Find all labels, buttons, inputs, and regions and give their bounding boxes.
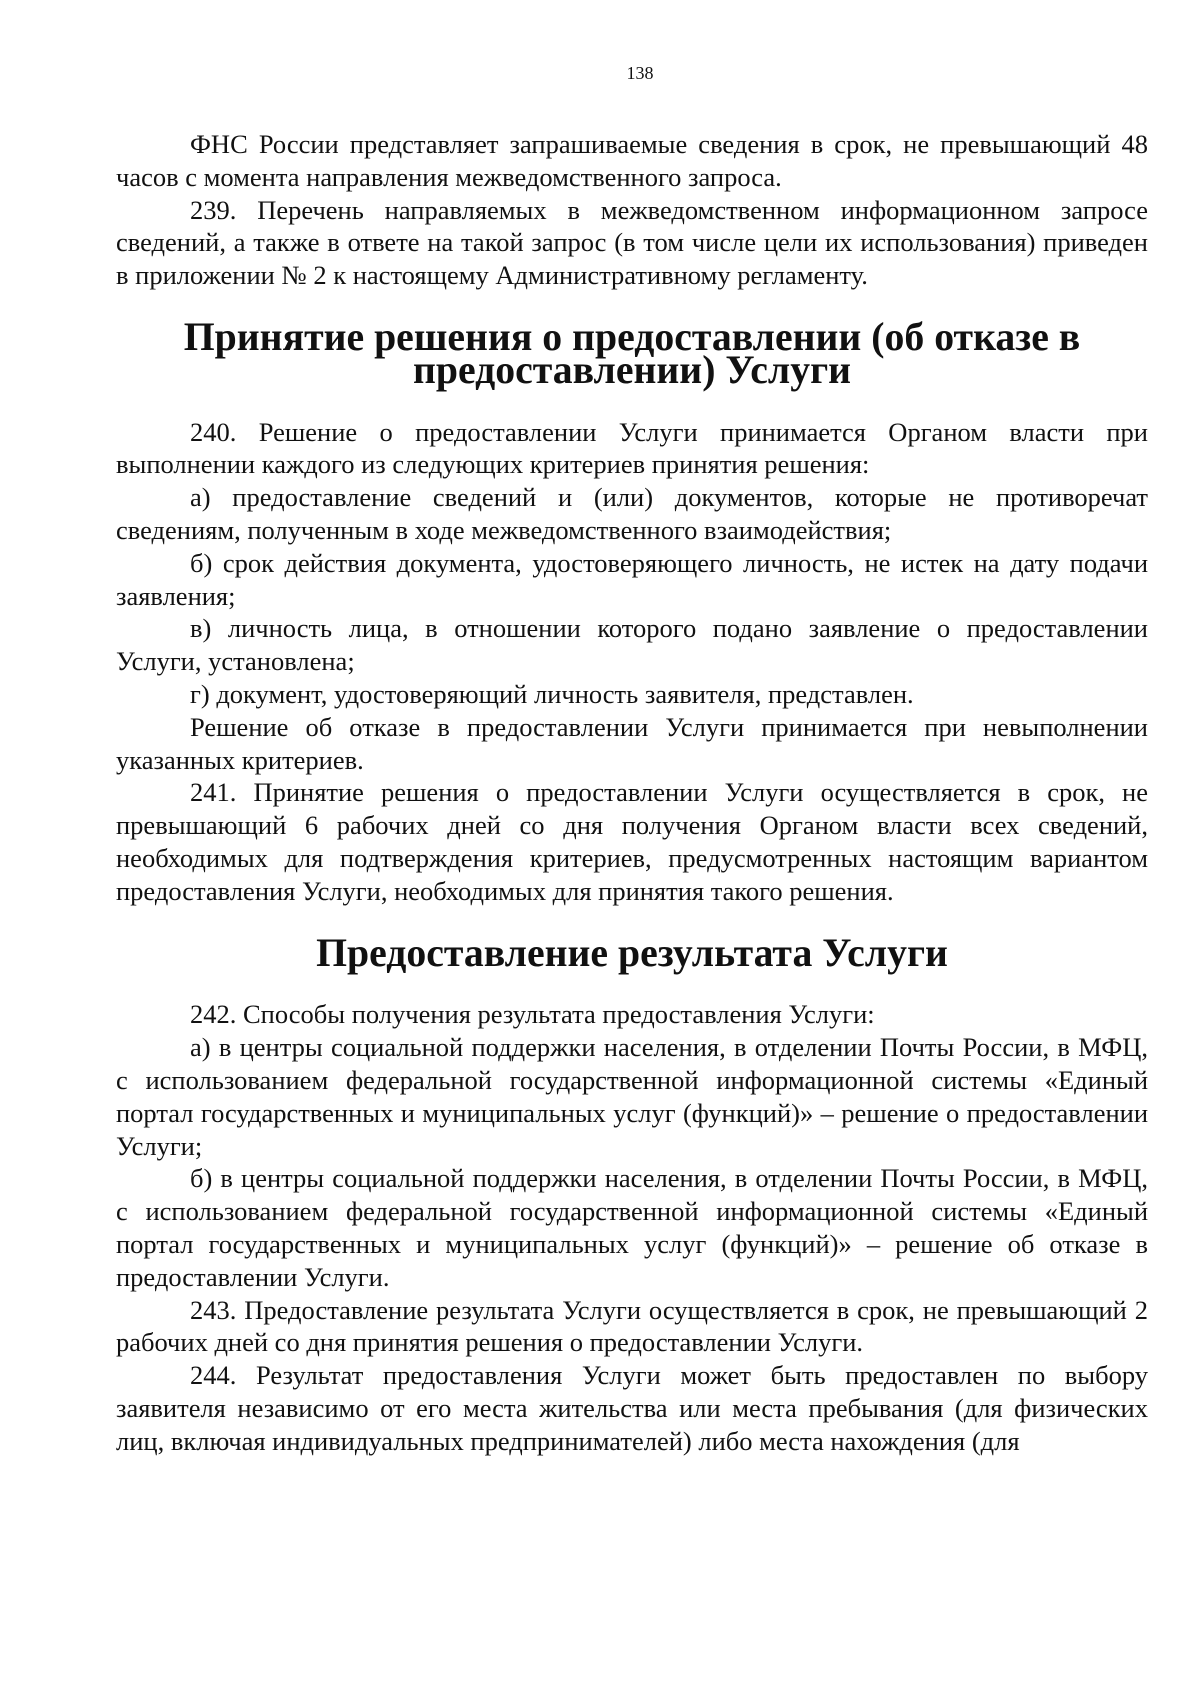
criterion-v: в) личность лица, в отношении которого подано заявление о предоставлении Услуги, установлена; bbox=[116, 613, 1148, 677]
paragraph-240: 240. Решение о предоставлении Услуги принимается Органом власти при выполнении каждого из следующих критериев принятия решения: bbox=[116, 416, 1148, 480]
document-page bbox=[116, 62, 1148, 1457]
paragraph-241: 241. Принятие решения о предоставлении Услуги осуществляется в срок, не превышающий 6 рабочих дней со дня получения Органом власти всех сведений, необходимых для подтверждения критериев, предусмотренных настоящим вариантом предоставления Услуги, необходимых для принятия такого решения. bbox=[116, 777, 1148, 906]
paragraph-fns-response-time: ФНС России представляет запрашиваемые сведения в срок, не превышающий 48 часов с момента направления межведомственного запроса. bbox=[116, 129, 1148, 192]
result-method-a: а) в центры социальной поддержки населения, в отделении Почты России, в МФЦ, с использованием федеральной государственной информационной системы «Единый портал государственных и муниципальных услуг (функций)» – решение о предоставлении Услуги; bbox=[116, 1032, 1148, 1161]
page-number: 138 bbox=[626, 63, 654, 83]
section-heading-decision: Принятие решения о предоставлении (об отказе в предоставлении) Услуги bbox=[183, 314, 1081, 392]
paragraph-243: 243. Предоставление результата Услуги осуществляется в срок, не превышающий 2 рабочих дней со дня принятия решения о предоставлении Услуги. bbox=[116, 1294, 1148, 1358]
criterion-g: г) документ, удостоверяющий личность заявителя, представлен. bbox=[190, 678, 914, 709]
paragraph-239: 239. Перечень направляемых в межведомственном информационном запросе сведений, а также в ответе на такой запрос (в том числе цели их использования) приведен в приложении № 2 к настоящему Административному регламенту. bbox=[116, 194, 1148, 291]
paragraph-244: 244. Результат предоставления Услуги может быть предоставлен по выбору заявителя независимо от его места жительства или места пребывания (для физических лиц, включая индивидуальных предпринимателей) либо места нахождения (для bbox=[116, 1360, 1148, 1456]
criterion-b: б) срок действия документа, удостоверяющего личность, не истек на дату подачи заявления; bbox=[116, 547, 1148, 611]
section-heading-result: Предоставление результата Услуги bbox=[316, 930, 948, 975]
result-method-b: б) в центры социальной поддержки населения, в отделении Почты России, в МФЦ, с использованием федеральной государственной информационной системы «Единый портал государственных и муниципальных услуг (функций)» – решение об отказе в предоставлении Услуги. bbox=[116, 1163, 1148, 1292]
paragraph-242: 242. Способы получения результата предоставления Услуги: bbox=[190, 999, 875, 1030]
criterion-a: а) предоставление сведений и (или) документов, которые не противоречат сведениям, полученным в ходе межведомственного взаимодействия; bbox=[116, 482, 1148, 545]
paragraph-refusal-decision: Решение об отказе в предоставлении Услуги принимается при невыполнении указанных критериев. bbox=[116, 711, 1148, 775]
